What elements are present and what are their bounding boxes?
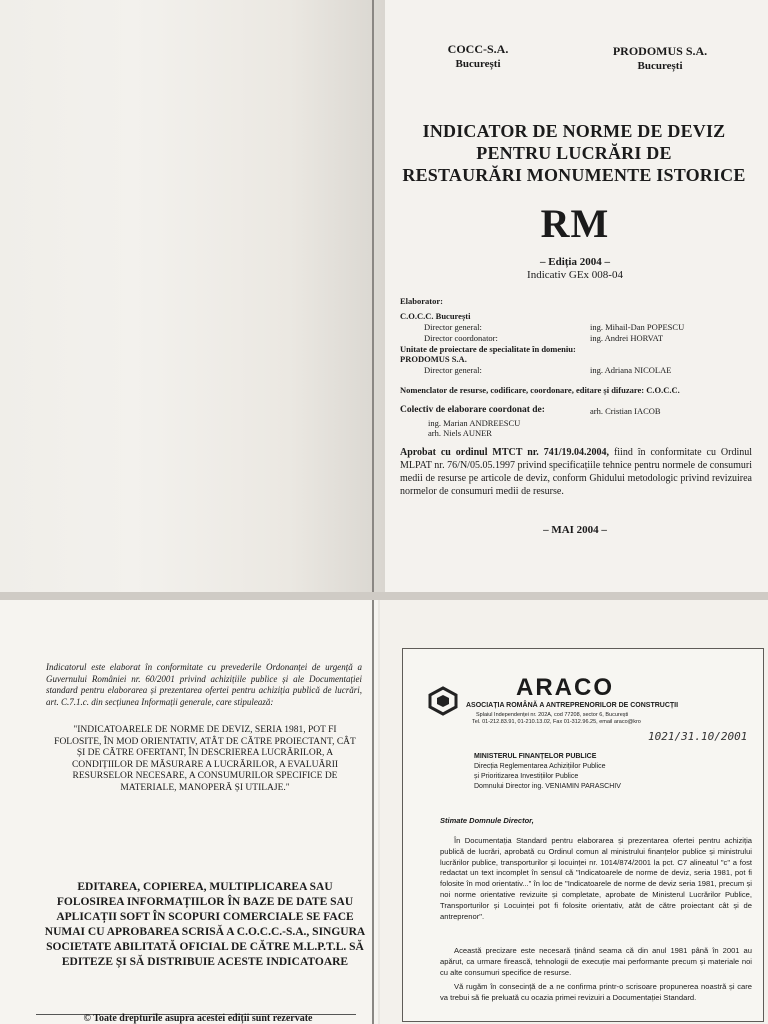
unit-label: Unitate de proiectare de specialitate în domeniu: [400,344,576,354]
indicative: Indicativ GEx 008-04 [527,269,623,281]
approval-rest: fiind în conformitate cu Ordinul MLPAT nr. 76/N/05.05.1997 privind specificațiile tehnice pentru normele de consumuri medii de resurse pe articole de deviz, conform Ghidului metodologic privind revizuirea normelor de consumuri medii de resurse. [400,447,752,497]
director-general-name: ing. Mihail-Dan POPESCU [590,322,685,332]
copyright-line: © Toate drepturile asupra acestei ediții sunt rezervate [83,1013,313,1024]
prodomus-director-label: Director general: [424,365,482,375]
org-right [590,44,730,74]
edition-block [460,256,690,282]
title-line-2: PENTRU LUCRĂRI DE [476,143,672,163]
handwritten-ref: 1021/31.10/2001 [648,730,748,743]
araco-full-name: ASOCIAȚIA ROMÂNĂ A ANTREPRENORILOR DE CONSTRUCȚII [466,702,679,709]
org-left [418,42,538,72]
org-left-name: COCC-S.A. [447,42,509,56]
araco-logo-text: ARACO [516,674,614,701]
blank-left-page [0,0,385,592]
quote-paragraph: "INDICATOARELE DE NORME DE DEVIZ, SERIA 1981, POT FI FOLOSITE, ÎN MOD ORIENTATIV, ATÂT DE CĂTRE PROIECTANT, CÂT ȘI DE CĂTRE OFERTANT, ÎN DESCRIEREA LUCRĂRILOR, A CONDIȚIILOR DE MĂSURARE A LUCRĂRILOR, A EVALUĂRII RESURSELOR NECESARE, A CONSUMURILOR SPECIFICE DE MATERIALE, MANOPERĂ ȘI UTILAJE." [54,725,356,793]
araco-logo-icon [428,686,458,716]
spine-line-bottom [372,600,374,1024]
salutation: Stimate Domnule Director, [440,816,534,825]
edition: – Ediția 2004 – [540,256,610,268]
org-left-city: București [455,58,501,70]
recipient-line-4: Domnului Director ing. VENIAMIN PARASCHIV [474,783,621,790]
title-line-1: INDICATOR DE NORME DE DEVIZ [422,121,726,141]
nomenclator: Nomenclator de resurse, codificare, coordonare, editare și difuzare: C.O.C.C. [400,385,680,395]
araco-address: Splaiul Independenței nr. 202A, cod 77208, sector 6, București [476,712,629,718]
recipient-line-1: MINISTERUL FINANȚELOR PUBLICE [474,753,597,760]
cocc-label: C.O.C.C. București [400,311,471,321]
director-general-label: Director general: [424,322,482,332]
copyright-notice: EDITAREA, COPIEREA, MULTIPLICAREA SAU FOLOSIREA INFORMAȚIILOR ÎN BAZE DE DATE SAU APLICAȚII SOFT ÎN SCOPURI COMERCIALE SE FACE NUMAI CU APROBAREA SCRISĂ A C.O.C.C.-S.A., SINGURA SOCIETATE ABILITATĂ OFICIAL DE CĂTRE M.L.P.T.L. SĂ EDITEZE ȘI SĂ DISTRIBUIE ACESTE INDICATOARE [44,881,366,968]
director-coord-name: ing. Andrei HORVAT [590,333,664,343]
publication-date: – MAI 2004 – [543,524,607,536]
collective-member-2: arh. Niels AUNER [428,428,492,438]
title-line-3: RESTAURĂRI MONUMENTE ISTORICE [402,165,746,185]
collective-member-1: ing. Marian ANDREESCU [428,418,521,428]
intro-paragraph: Indicatorul este elaborat în conformitate cu prevederile Ordonanței de urgență a Guvernului României nr. 60/2001 privind achizițiile publice și ale Documentației standard pentru elaborarea și prezentarea ofertei pentru achiziția publică de lucrări, art. C.7.1.c. din secțiunea Informații generale, care stipulează: [46,662,362,707]
prodomus-label: PRODOMUS S.A. [400,354,467,364]
org-right-city: București [637,60,683,72]
page-fold [0,592,768,600]
prodomus-director-name: ing. Adriana NICOLAE [590,365,672,375]
recipient-block [474,752,621,792]
document-code: RM [540,201,610,246]
document-title [395,120,753,186]
recipient-line-3: și Prioritizarea Investițiilor Publice [474,773,579,780]
elaborator-label: Elaborator: [400,296,443,306]
collective-lead: arh. Cristian IACOB [590,406,661,416]
approval-bold: Aprobat cu ordinul MTCT nr. 741/19.04.2004, [400,447,609,458]
director-coord-label: Director coordonator: [424,333,498,343]
collective-label: Colectiv de elaborare coordonat de: [400,405,545,415]
letter-paragraph-3: Vă rugăm în consecință de a ne confirma printr-o scrisoare propunerea noastră și care va trebui să fie preluată cu ocazia primei revizuiri a Documentației Standard. [440,982,752,1002]
approval-paragraph [400,446,752,498]
letter-paragraph-1: În Documentația Standard pentru elaborarea și prezentarea ofertei pentru achiziția publică de lucrări, aprobată cu Ordinul comun al ministrului finanțelor publice și ministrului lucrărilor publice, transporturilor și locuinței nr. 1014/874/2001 la pct. C7 alineatul "c" a fost redactat un text incomplet în sensul că "Indicatoarele de norme de deviz, seria 1981, pot fi folosite în mod orientativ..." în loc de "Indicatoarele de norme de deviz seria 1981, precum și noi norme orientative revizuite și completate, aprobate de Ministerul Lucrărilor Publice, Transporturilor și Locuinței pot fi folosite orientativ, atât de către proiectant cât și de antreprenor". [440,836,752,921]
letter-paragraph-2: Această precizare este necesară ținând seama că din anul 1981 până în 2001 au apărut, ca urmare firească, tehnologii de execuție mai performante precum și materiale noi cu alte consumuri specifice de resurse. [440,946,752,977]
org-right-name: PRODOMUS S.A. [612,44,708,58]
recipient-line-2: Direcția Reglementarea Achizițiilor Publice [474,763,606,770]
araco-contacts: Tel. 01-212.83.91, 01-210.13.02, Fax 01-312.96.25, email araco@kro [472,719,641,725]
